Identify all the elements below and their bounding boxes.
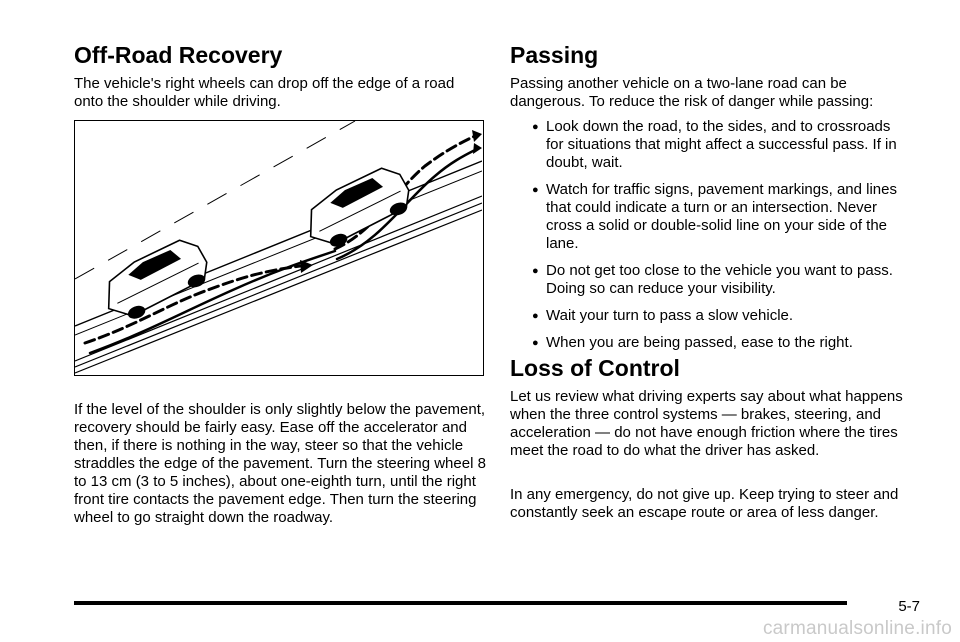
center-lane-dashed-line bbox=[75, 121, 355, 279]
passing-bullet-list bbox=[510, 118, 910, 361]
bullet-icon: ● bbox=[532, 184, 539, 196]
passing-heading: Passing bbox=[510, 42, 599, 68]
list-item: ● When you are being passed, ease to the right. bbox=[532, 334, 853, 351]
footer-rule bbox=[74, 601, 847, 605]
bullet-icon: ● bbox=[532, 337, 539, 349]
page-number: 5-7 bbox=[898, 598, 920, 615]
loss-of-control-heading: Loss of Control bbox=[510, 355, 680, 381]
car-front-illustration bbox=[297, 162, 419, 254]
bullet-icon: ● bbox=[532, 121, 539, 133]
recovery-path-arrows bbox=[85, 136, 477, 353]
loss-of-control-text-2: In any emergency, do not give up. Keep trying to steer and constantly seek an escape route or area of less danger. bbox=[510, 486, 899, 521]
off-road-recovery-illustration bbox=[74, 120, 484, 376]
off-road-body-text: If the level of the shoulder is only slightly below the pavement, recovery should be fairly easy. Ease off the accelerator and then, if there is nothing in the way, steer so that the vehicle straddles the edge of the pavement. Turn the steering wheel 8 to 13 cm (3 to 5 inches), about one-eighth turn, until the right front tire contacts the pavement edge. Then turn the steering wheel to go straight down the roadway. bbox=[74, 401, 486, 526]
off-road-recovery-heading: Off-Road Recovery bbox=[74, 42, 283, 68]
list-item: ● Do not get too close to the vehicle you want to pass. Doing so can reduce your visibility. bbox=[532, 262, 893, 297]
list-item: ● Look down the road, to the sides, and to crossroads for situations that might affect a successful pass. If in doubt, wait. bbox=[532, 118, 897, 171]
bullet-icon: ● bbox=[532, 265, 539, 277]
list-item: ● Wait your turn to pass a slow vehicle. bbox=[532, 307, 794, 324]
off-road-intro-text: The vehicle's right wheels can drop off the edge of a road onto the shoulder while driving. bbox=[74, 75, 455, 110]
passing-intro-text: Passing another vehicle on a two-lane road can be dangerous. To reduce the risk of danger while passing: bbox=[510, 75, 874, 110]
list-item: ● Watch for traffic signs, pavement markings, and lines that could indicate a turn or an intersection. Never cross a solid or double-solid line on your side of the lane. bbox=[532, 181, 897, 252]
bullet-icon: ● bbox=[532, 310, 539, 322]
road-car-diagram-icon bbox=[75, 121, 482, 374]
watermark-text: carmanualsonline.info bbox=[762, 618, 952, 639]
loss-of-control-text-1: Let us review what driving experts say about what happens when the three control systems — brakes, steering, and acceleration — do not have enough friction where the tires meet the road to do what the driver has asked. bbox=[510, 388, 903, 459]
